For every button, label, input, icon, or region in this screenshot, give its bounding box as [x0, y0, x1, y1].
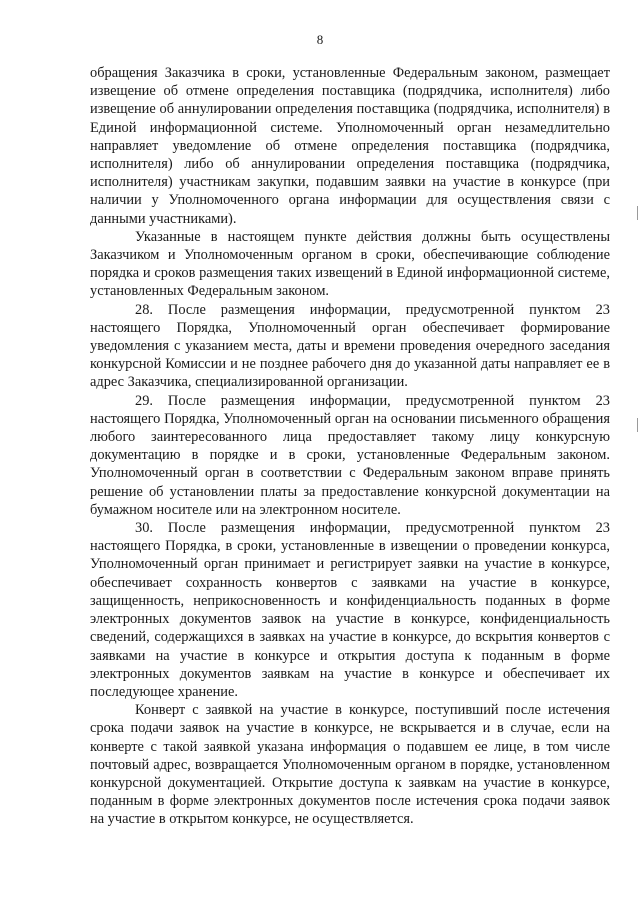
page-number: 8 — [316, 32, 324, 47]
document-body — [90, 64, 610, 829]
paragraph-note-deadlines: Указанные в настоящем пункте действия должны быть осуществлены Заказчиком и Уполномоченным органом в сроки, обеспечивающие соблюдение порядка и сроков размещения таких извещений в Единой информационной системе, установленных Федеральным законом. — [90, 228, 610, 300]
scan-margin-mark — [637, 206, 638, 220]
paragraph-clause-28: 28. После размещения информации, предусмотренной пунктом 23 настоящего Порядка, Уполномоченный орган обеспечивает формирование уведомления с указанием места, даты и времени проведения очередного заседания конкурсной Комиссии и не позднее рабочего дня до указанной даты направляет ее в адрес Заказчика, специализированной организации. — [90, 301, 610, 391]
paragraph-clause-30: 30. После размещения информации, предусмотренной пунктом 23 настоящего Порядка, в сроки, установленные в извещении о проведении конкурса, Уполномоченный орган принимает и регистрирует заявки на участие в конкурсе, обеспечивает сохранность конвертов с заявками на участие в конкурсе, защищенность, неприкосновенность и конфиденциальность поданных в форме электронных документов заявок на участие в конкурсе, конфиденциальность сведений, содержащихся в заявках на участие в конкурсе, до вскрытия конвертов с заявками на участие в конкурсе и открытия доступа к поданным в форме электронных документов заявкам на участие в конкурсе и обеспечивает их последующее хранение. — [90, 520, 610, 700]
paragraph-clause-29: 29. После размещения информации, предусмотренной пунктом 23 настоящего Порядка, Уполномоченный орган на основании письменного обращения любого заинтересованного лица предоставляет такому лицу конкурсную документацию в порядке и в сроки, установленные Федеральным законом. Уполномоченный орган в соответствии с Федеральным законом вправе принять решение об установлении платы за предоставление конкурсной документации на бумажном носителе или на электронном носителе. — [90, 392, 610, 518]
paragraph-late-envelope: Конверт с заявкой на участие в конкурсе, поступивший после истечения срока подачи заявок на участие в конкурсе, не вскрывается и в случае, если на конверте с такой заявкой указана информация о подавшем ее лице, в том числе почтовый адрес, возвращается Уполномоченным органом в порядке, установленном конкурсной документацией. Открытие доступа к заявкам на участие в конкурсе, поданным в форме электронных документов после истечения срока подачи заявок на участие в открытом конкурсе, не осуществляется. — [90, 702, 610, 828]
paragraph-continuation: обращения Заказчика в сроки, установленные Федеральным законом, размещает извещение об отмене определения поставщика (подрядчика, исполнителя) либо извещение об аннулировании определения поставщика (подрядчика, исполнителя) в Единой информационной системе. Уполномоченный орган незамедлительно направляет уведомление об отмене определения поставщика (подрядчика, исполнителя) либо об аннулировании определения поставщика (подрядчика, исполнителя) участникам закупки, подавшим заявки на участие в конкурсе (при наличии у Уполномоченного органа информации для осуществления связи с данными участниками). — [90, 65, 610, 227]
scan-margin-mark — [637, 418, 638, 432]
